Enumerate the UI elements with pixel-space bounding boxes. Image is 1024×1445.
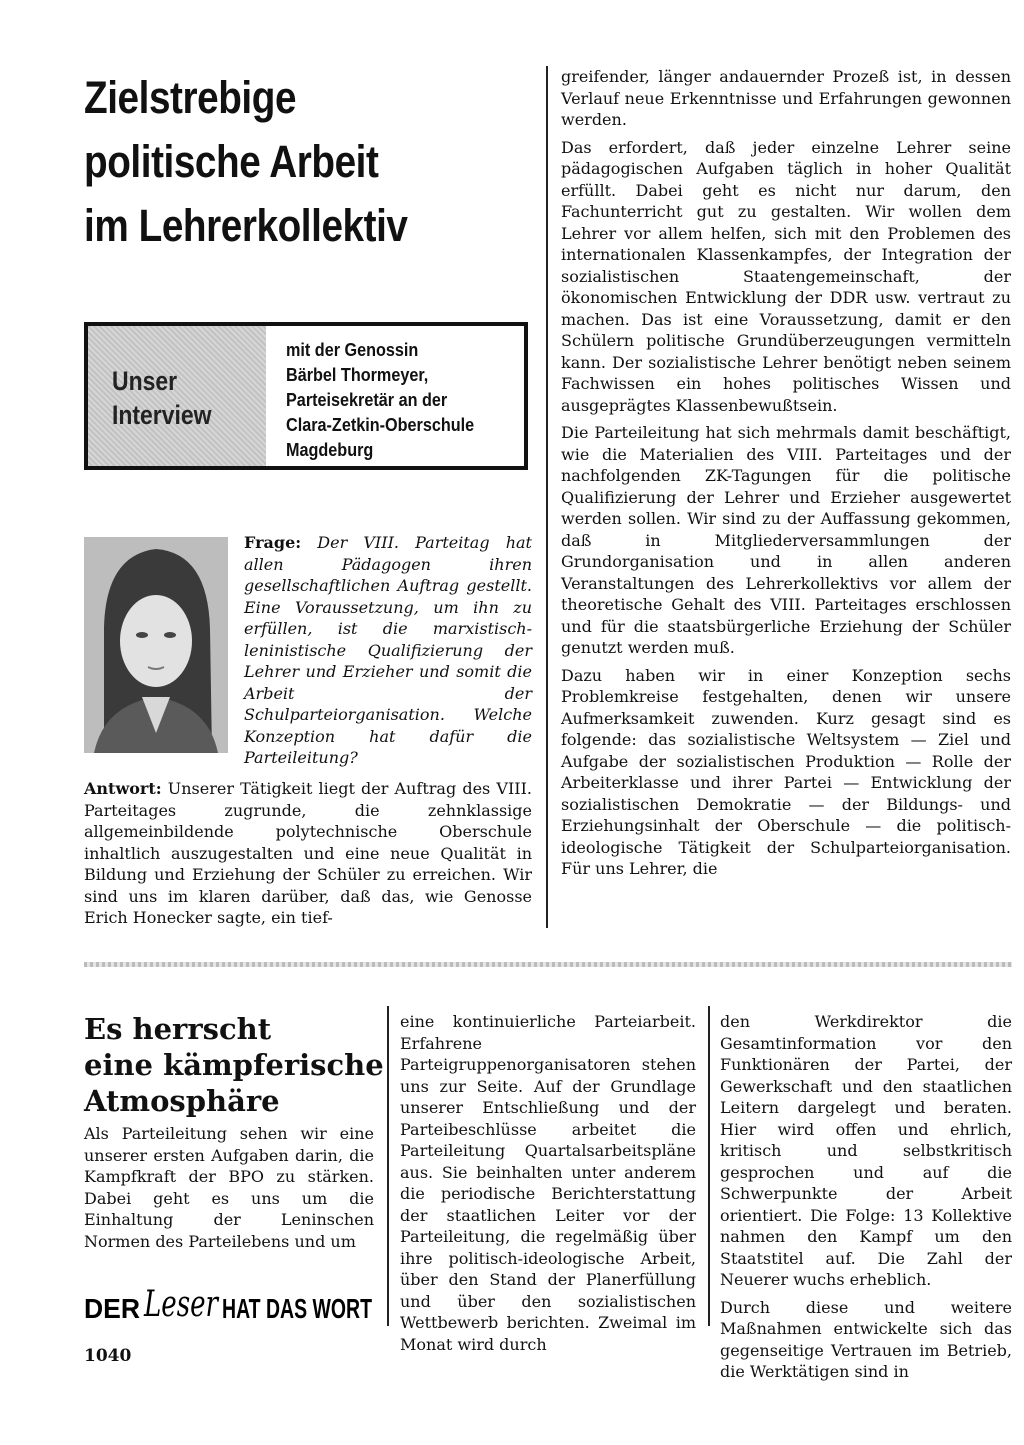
paragraph: den Werkdirektor die Gesamtinformation vor den Funktionären der Partei, der Gewerkschaft und den staatlichen Leitern dargelegt und beraten. Hier wird offen und ehrlich, kritisch und selbstkritisch gesprochen und auf die Schwerpunkte der Arbeit orientiert. Die Folge: 13 Kollektive nahmen den Kampf um den Staatstitel auf. Die Zahl der Neuerer wuchs erheblich. (720, 1012, 1012, 1289)
section-divider (84, 962, 1012, 967)
interview-question (244, 532, 532, 769)
column-divider (387, 1006, 389, 1326)
paragraph: Das erfordert, daß jeder einzelne Lehrer seine pädagogischen Aufgaben täglich in hoher Qualität erfüllt. Dabei geht es nicht nur darum, den Fachunterricht gut zu gestalten. Wir wollen dem Lehrer vor allem helfen, sich mit den Problemen des internationalen Klassenkampfes, der Integration der sozialistischen Staatengemeinschaft, der ökonomischen Entwicklung der DDR usw. vertraut zu machen. Das ist eine Voraussetzung, damit er den Schülern politische Grundüberzeugungen vermitteln kann. Der sozialistische Lehrer benötigt neben seinem Fachwissen ein hohes politisches Wissen und ausgeprägtes Klassenbewußtsein. (561, 137, 1011, 415)
answer-label: Antwort: (84, 779, 162, 798)
answer-text: Unserer Tätigkeit liegt der Auftrag des VIII. Parteitages zugrunde, die zehnklassige allgemeinbildende polytechnische Oberschule inhaltlich auszugestalten und eine neue Qualität in Bildung und Erziehung der Schüler zu erreichen. Wir sind uns im klaren darüber, daß das, wie Genosse Erich Honecker sagte, ein tief- (84, 779, 532, 927)
column-divider (546, 66, 548, 928)
article2-column-2 (400, 1011, 696, 1361)
headline-line: Zielstrebige (84, 72, 297, 123)
page-title (84, 66, 471, 258)
question-text: Der VIII. Parteitag hat allen Pädagogen ihren gesellschaftlichen Auftrag gestellt. Eine Voraussetzung, um ihn zu erfüllen, ist die marxistisch-leninistische Qualifizierung der Lehrer und Erzieher und somit die Arbeit der Schulparteiorganisation. Welche Konzeption hat dafür die Parteileitung? (244, 533, 532, 767)
page-number: 1040 (84, 1346, 132, 1366)
column-divider (708, 1006, 710, 1326)
portrait-icon (84, 537, 228, 753)
interview-label-panel (88, 326, 266, 466)
article-column-2 (561, 66, 1011, 886)
headline-line: im Lehrerkollektiv (84, 200, 408, 251)
article2-column-1 (84, 1123, 374, 1258)
logo-script-text: Leser (143, 1284, 220, 1325)
paragraph: greifender, länger andauernder Prozeß ist, in dessen Verlauf neue Erkenntnisse und Erfahrungen gewonnen werden. (561, 67, 1011, 129)
paragraph: eine kontinuierliche Parteiarbeit. Erfahrene Parteigruppenorganisatoren stehen uns zur Seite. Auf der Grundlage unserer Entschließung und der Parteibeschlüsse arbeitet die Parteileitung Quartalsarbeitspläne aus. Sie beinhalten unter anderem die periodische Berichterstattung der staatlichen Leiter vor der Parteileitung, die regelmäßig über ihre politisch-ideologische Arbeit, über den Stand der Planerfüllung und über den sozialistischen Wettbewerb berichten. Zweimal im Monat wird durch (400, 1012, 696, 1354)
paragraph: Dazu haben wir in einer Konzeption sechs Problemkreise festgehalten, denen wir unsere Aufmerksamkeit zuwenden. Kurz gesagt sind es folgende: das sozialistische Weltsystem — Ziel und Aufgabe der sozialistischen Produktion — Rolle der Arbeiterklasse und ihrer Partei — Entwicklung der sozialistischen Demokratie — der Bildungs- und Erziehungsinhalt der Oberschule — die politisch-ideologische Tätigkeit der Schulparteiorganisation. Für uns Lehrer, die (561, 665, 1011, 878)
article2-column-3 (720, 1011, 1012, 1389)
interview-info: mit der Genossin Bärbel Thormeyer, Parteisekretär an der Clara-Zetkin-Oberschule Magdeburg (286, 340, 475, 460)
paragraph: Durch diese und weitere Maßnahmen entwickelte sich das gegenseitige Vertrauen im Betrieb, die Werktätigen sind in (720, 1297, 1012, 1381)
question-label: Frage: (244, 533, 302, 552)
leser-logo (84, 1280, 374, 1326)
interview-label: Unser Interview (112, 366, 212, 430)
headline-line: politische Arbeit (84, 136, 379, 187)
logo-left-text: DER (84, 1293, 140, 1324)
logo-right-text: HAT DAS WORT (222, 1293, 372, 1324)
article-subhead: Es herrscht eine kämpferische Atmosphäre (84, 1012, 384, 1118)
interview-answer (84, 778, 532, 929)
paragraph: Die Parteileitung hat sich mehrmals damit beschäftigt, wie die Materialien des VIII. Parteitages und der nachfolgenden ZK-Tagungen für die politische Qualifizierung der Lehrer und Erzieher ausgewertet werden sollen. Wir sind zu der Auffassung gekommen, daß in Mitgliederversammlungen der Grundorganisation und in allen anderen Veranstaltungen des Lehrerkollektivs vor allem der theoretische Gehalt des VIII. Parteitages erschlossen und für die staatsbürgerliche Erziehung der Schüler genutzt werden muß. (561, 423, 1011, 657)
portrait-photo (84, 537, 228, 753)
paragraph: Als Parteileitung sehen wir eine unserer ersten Aufgaben darin, die Kampfkraft der BPO zu stärken. Dabei geht es uns um die Einhaltung der Leninschen Normen des Parteilebens und um (84, 1124, 374, 1251)
interview-box (84, 322, 528, 470)
